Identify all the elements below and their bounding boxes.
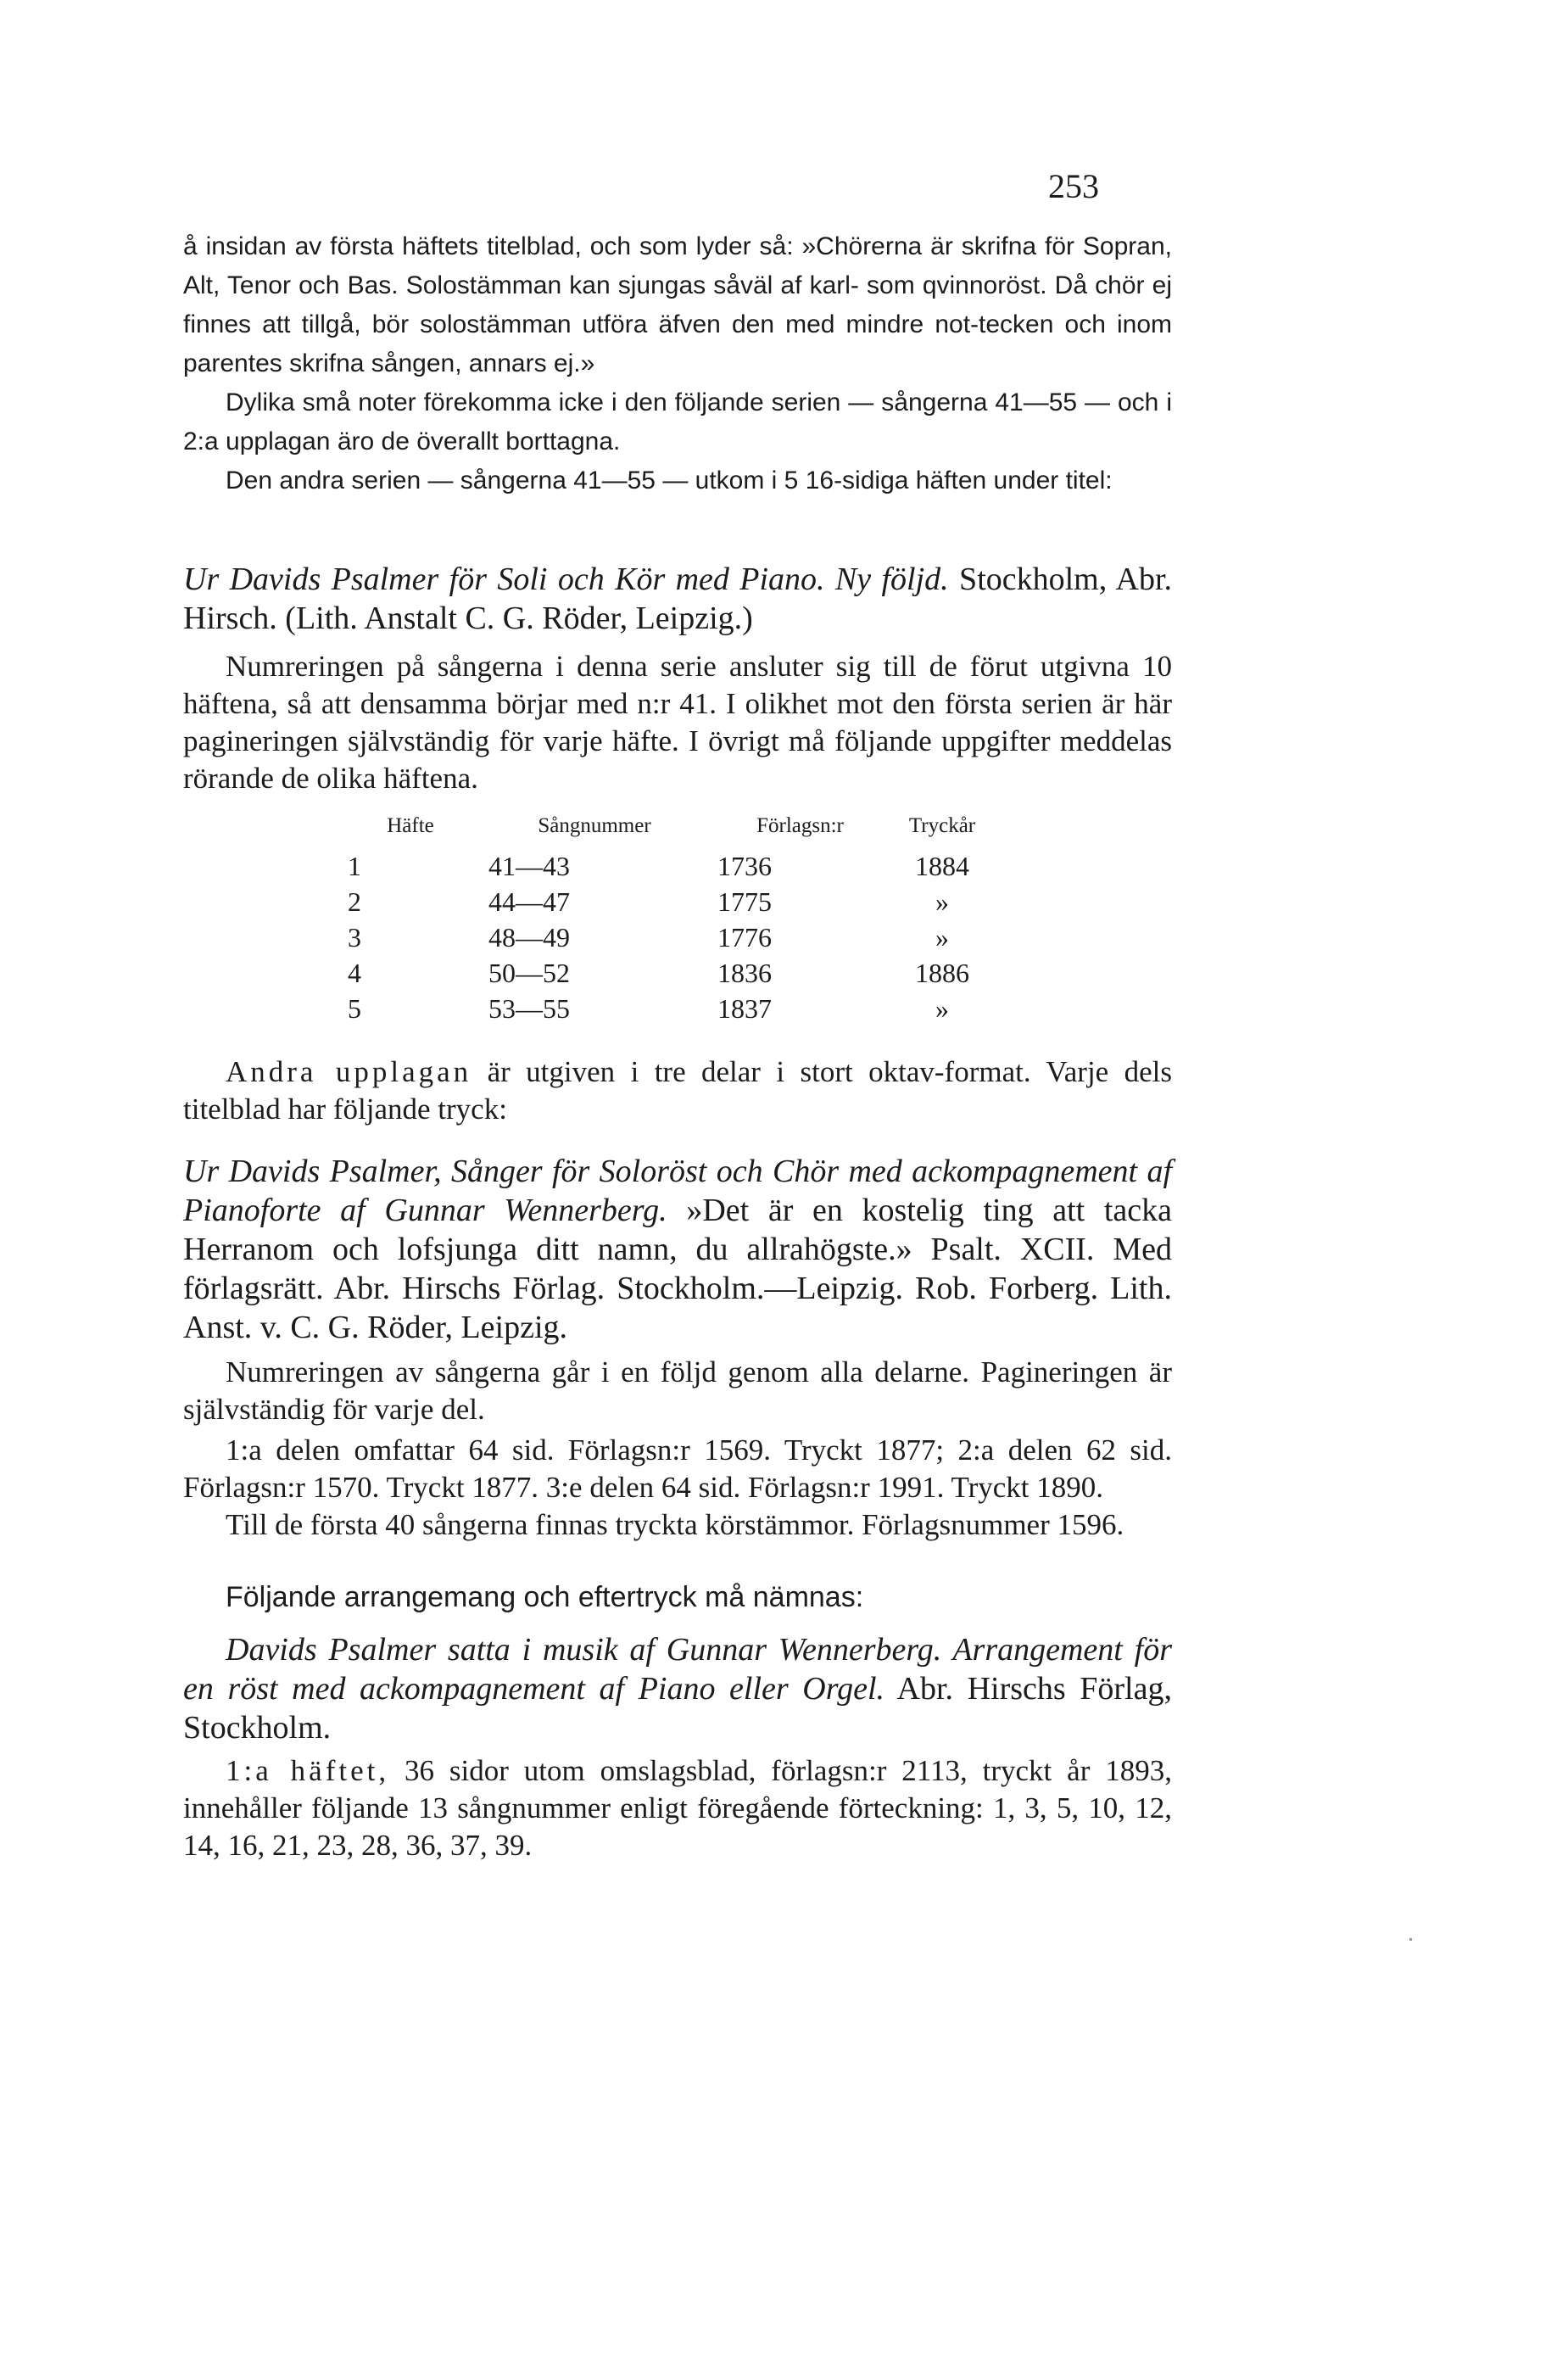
paragraph-parts-numbering: Numreringen av sångerna går i en följd genom alla delarne. Pagineringen är självständig för varje del.	[183, 1355, 1172, 1426]
paragraph-parts-details: 1:a delen omfattar 64 sid. Förlagsn:r 1569. Tryckt 1877; 2:a delen 62 sid. Förlagsn:r 1570. Tryckt 1877. 3:e delen 64 sid. Förlagsn:r 1991. Tryckt 1890.	[183, 1433, 1172, 1504]
table-header-row	[322, 814, 1002, 848]
heading-arrangements: Följande arrangemang och eftertryck må nämnas:	[226, 1581, 864, 1613]
table-row	[322, 991, 1002, 1026]
first-booklet-label: 1:a häftet,	[226, 1754, 390, 1787]
header-tryckar: Tryckår	[908, 814, 976, 837]
cell-forlagsnr: 1775	[717, 886, 772, 917]
paragraph-first-booklet	[183, 1752, 1172, 1864]
title-publisher: Stockholm, Abr. Hirsch. (Lith. Anstalt C. G. Röder, Leipzig.)	[183, 562, 1173, 636]
title-publisher: »Det är en kostelig ting att tacka Herranom och lofsjunga ditt namn, du allrahögste.» Psalt. XCII. Med förlagsrätt. Abr. Hirschs Förlag. Stockholm.—Leipzig. Rob. Forberg. Lith. Anst. v. C. G. Röder, Leipzig.	[183, 1193, 1172, 1345]
paragraph-intro: å insidan av första häftets titelblad, och som lyder så: »Chörerna är skrifna för Sopran, Alt, Tenor och Bas. Solostämman kan sjungas såväl af karl- som qvinnoröst. Då chör ej finnes att tillgå, bör solostämman utföra äfven den med mindre not-tecken och inom parentes skrifna sången, annars ej.»	[183, 232, 1172, 377]
cell-tryckar: 1886	[915, 957, 969, 988]
cell-tryckar: 1884	[915, 850, 969, 881]
cell-forlagsnr: 1837	[717, 992, 772, 1024]
cell-tryckar: »	[935, 992, 949, 1024]
title-second-series	[183, 560, 1172, 638]
title-second-edition	[183, 1152, 1172, 1347]
cell-forlagsnr: 1836	[717, 957, 772, 988]
cell-tryckar: »	[935, 921, 949, 953]
title-italic: Ur Davids Psalmer, Sånger för Soloröst och Chör med ackompagnement af Pianoforte af Gunnar Wennerberg.	[183, 1154, 1172, 1228]
table-row	[322, 955, 1002, 991]
second-edition-text: är utgiven i tre delar i stort oktav-format. Varje dels titelblad har följande tryck:	[183, 1055, 1172, 1126]
title-italic: Davids Psalmer satta i musik af Gunnar Wennerberg. Arrangement för en röst med ackompagnement af Piano eller Orgel.	[183, 1632, 1172, 1707]
title-italic: Ur Davids Psalmer för Soli och Kör med Piano. Ny följd.	[183, 562, 949, 597]
title-publisher: Abr. Hirschs Förlag, Stockholm.	[183, 1671, 1172, 1746]
header-sangnummer: Sångnummer	[538, 814, 651, 837]
issues-table	[322, 814, 1002, 1026]
paragraph-second-series: Den andra serien — sångerna 41—55 — utkom i 5 16-sidiga häften under titel:	[226, 467, 1113, 495]
cell-sangnummer: 41—43	[488, 850, 570, 881]
cell-sangnummer: 50—52	[488, 957, 570, 988]
cell-hafte: 5	[348, 992, 361, 1024]
paragraph-small-notes: Dylika små noter förekomma icke i den följande serien — sångerna 41—55 — och i 2:a upplagan äro de överallt borttagna.	[183, 388, 1172, 455]
page-number: 253	[1048, 167, 1099, 205]
cell-hafte: 3	[348, 921, 361, 953]
cell-tryckar: »	[935, 886, 949, 917]
second-edition-label: Andra upplagan	[226, 1055, 472, 1088]
cell-hafte: 2	[348, 886, 361, 917]
table-row	[322, 919, 1002, 955]
cell-hafte: 4	[348, 957, 361, 988]
title-arrangement	[183, 1630, 1172, 1747]
paragraph-numbering: Numreringen på sångerna i denna serie ansluter sig till de förut utgivna 10 häftena, så att densamma börjar med n:r 41. I olikhet mot den första serien är här pagineringen självständig för varje häfte. I övrigt må följande uppgifter meddelas rörande de olika häftena.	[183, 650, 1172, 795]
cell-sangnummer: 48—49	[488, 921, 570, 953]
table-row	[322, 848, 1002, 884]
cell-forlagsnr: 1736	[717, 850, 772, 881]
cell-hafte: 1	[348, 850, 361, 881]
paragraph-choir-parts: Till de första 40 sångerna finnas tryckta körstämmor. Förlagsnummer 1596.	[226, 1508, 1124, 1541]
first-booklet-text: 36 sidor utom omslagsblad, förlagsn:r 2113, tryckt år 1893, innehåller följande 13 sångnummer enligt föregående förteckning: 1, 3, 5, 10, 12, 14, 16, 21, 23, 28, 36, 37, 39.	[183, 1754, 1173, 1862]
cell-sangnummer: 44—47	[488, 886, 570, 917]
cell-sangnummer: 53—55	[488, 992, 570, 1024]
paragraph-second-edition	[183, 1053, 1172, 1128]
header-hafte: Häfte	[387, 814, 434, 837]
header-forlagsnr: Förlagsn:r	[756, 814, 844, 837]
page-speck	[1409, 1938, 1412, 1941]
table-row	[322, 884, 1002, 919]
cell-forlagsnr: 1776	[717, 921, 772, 953]
